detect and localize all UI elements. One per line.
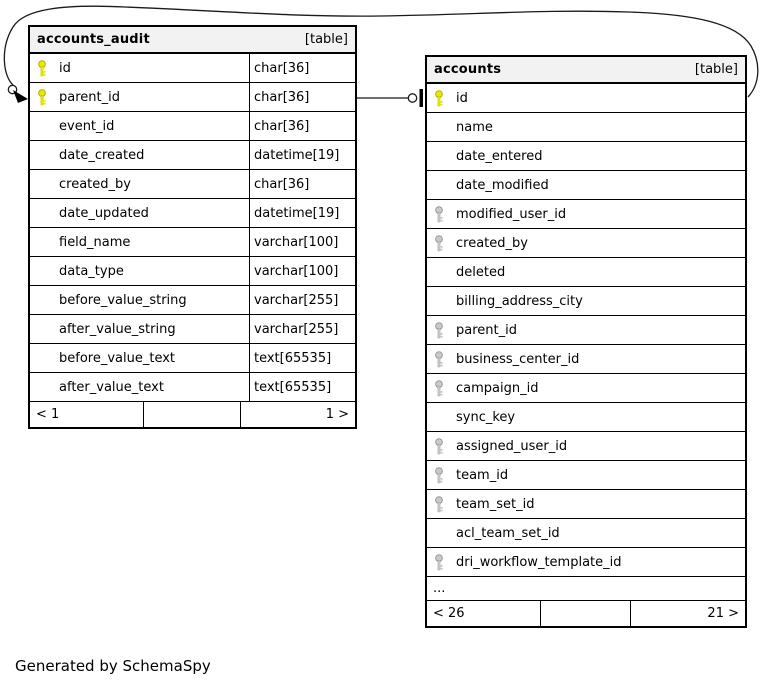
table-rows (30, 54, 355, 402)
column-name-cell (30, 315, 250, 343)
table-row (30, 286, 355, 315)
column-name: team_set_id (456, 496, 535, 512)
key-icon-slot (434, 438, 448, 455)
table-row (427, 200, 745, 229)
key-icon-slot (434, 496, 448, 513)
table-footer (427, 601, 745, 626)
column-name: date_entered (456, 148, 543, 164)
foreign-key-icon (434, 322, 444, 339)
relationship-arrow (13, 90, 28, 103)
foreign-key-icon (434, 496, 444, 513)
column-name-cell (427, 374, 745, 402)
column-name: id (59, 60, 71, 76)
table-row (427, 171, 745, 200)
generator-credit: Generated by SchemaSpy (15, 657, 211, 675)
column-name-cell (427, 316, 745, 344)
table-row (427, 403, 745, 432)
column-name: deleted (456, 264, 506, 280)
column-name: parent_id (59, 89, 120, 105)
column-name: sync_key (456, 409, 516, 425)
column-name-cell (427, 519, 745, 547)
key-icon-slot (434, 351, 448, 368)
column-name: created_by (59, 176, 131, 192)
table-header[interactable] (30, 27, 355, 54)
column-name: business_center_id (456, 351, 580, 367)
column-name: modified_user_id (456, 206, 567, 222)
column-name: parent_id (456, 322, 517, 338)
footer-child-count: 1 > (325, 407, 349, 422)
column-name: before_value_string (59, 292, 187, 308)
column-name-cell (427, 548, 745, 576)
foreign-key-icon (434, 438, 444, 455)
table-row (427, 548, 745, 577)
foreign-key-icon (434, 235, 444, 252)
column-name-cell (30, 199, 250, 227)
column-name-cell (427, 490, 745, 518)
table-row (30, 344, 355, 373)
column-type: char[36] (254, 60, 310, 76)
column-name: team_id (456, 467, 509, 483)
column-type: varchar[255] (254, 292, 339, 308)
foreign-key-icon (434, 206, 444, 223)
key-icon-slot (434, 467, 448, 484)
primary-key-icon (37, 60, 47, 77)
column-name: name (456, 119, 493, 135)
ellipsis-row: ... (427, 577, 745, 601)
column-name: id (456, 90, 468, 106)
table-row (427, 432, 745, 461)
foreign-key-icon (434, 380, 444, 397)
column-name: dri_workflow_template_id (456, 554, 622, 570)
table-type-badge: [table] (694, 62, 738, 77)
table-row (30, 54, 355, 83)
column-type: varchar[100] (254, 234, 339, 250)
table-name: accounts (434, 62, 502, 77)
column-name-cell (30, 228, 250, 256)
table-row (30, 315, 355, 344)
key-icon-slot (37, 60, 51, 77)
key-icon-slot (434, 322, 448, 339)
column-type: datetime[19] (254, 205, 340, 221)
relationship-one-bar (420, 89, 424, 107)
column-name-cell (30, 112, 250, 140)
table-rows (427, 84, 745, 577)
column-name-cell (427, 142, 745, 170)
column-name: before_value_text (59, 350, 176, 366)
key-icon-slot (434, 380, 448, 397)
column-type: char[36] (254, 89, 310, 105)
relationship-zero-circle-right (408, 94, 416, 102)
table-row (427, 229, 745, 258)
footer-middle-cell (541, 601, 631, 626)
column-name-cell (30, 286, 250, 314)
table-row (30, 199, 355, 228)
column-name-cell (427, 200, 745, 228)
column-type: text[65535] (254, 379, 332, 395)
primary-key-icon (37, 89, 47, 106)
column-name: after_value_text (59, 379, 164, 395)
column-name-cell (30, 373, 250, 401)
column-name-cell (427, 84, 745, 112)
key-icon-slot (434, 90, 448, 107)
column-name: billing_address_city (456, 293, 583, 309)
table-row (427, 461, 745, 490)
table-row (30, 373, 355, 402)
column-name: acl_team_set_id (456, 525, 560, 541)
column-name-cell (427, 229, 745, 257)
table-row (30, 228, 355, 257)
table-row (427, 258, 745, 287)
column-name-cell (427, 403, 745, 431)
table-row (30, 141, 355, 170)
key-icon-slot (434, 206, 448, 223)
table-name: accounts_audit (37, 32, 150, 47)
column-name: event_id (59, 118, 115, 134)
footer-child-count: 21 > (707, 606, 739, 621)
footer-parent-count: < 1 (30, 402, 144, 427)
primary-key-icon (434, 90, 444, 107)
table-row (30, 257, 355, 286)
column-name: data_type (59, 263, 124, 279)
column-type: text[65535] (254, 350, 332, 366)
column-name-cell (427, 461, 745, 489)
table-row (30, 170, 355, 199)
column-name: assigned_user_id (456, 438, 568, 454)
column-name-cell (30, 141, 250, 169)
column-name: after_value_string (59, 321, 176, 337)
column-type: char[36] (254, 118, 310, 134)
table-accounts[interactable] (425, 55, 747, 628)
foreign-key-icon (434, 351, 444, 368)
table-row (30, 112, 355, 141)
column-name: created_by (456, 235, 528, 251)
column-name: date_created (59, 147, 145, 163)
key-icon-slot (434, 235, 448, 252)
foreign-key-icon (434, 554, 444, 571)
table-row (427, 345, 745, 374)
table-row (30, 83, 355, 112)
column-name: campaign_id (456, 380, 539, 396)
table-header[interactable] (427, 57, 745, 84)
column-type: varchar[255] (254, 321, 339, 337)
column-name-cell (30, 83, 250, 111)
table-row (427, 113, 745, 142)
foreign-key-icon (434, 467, 444, 484)
column-name-cell (30, 170, 250, 198)
column-name: date_modified (456, 177, 549, 193)
column-name-cell (427, 345, 745, 373)
table-row (427, 374, 745, 403)
column-name-cell (30, 257, 250, 285)
column-name-cell (427, 258, 745, 286)
column-name: field_name (59, 234, 131, 250)
column-name-cell (427, 287, 745, 315)
column-name-cell (427, 171, 745, 199)
table-row (427, 519, 745, 548)
table-row (427, 84, 745, 113)
column-name-cell (30, 344, 250, 372)
key-icon-slot (434, 554, 448, 571)
table-row (427, 142, 745, 171)
column-name-cell (427, 113, 745, 141)
table-accounts-audit[interactable] (28, 25, 357, 429)
relationship-zero-circle-left (8, 85, 16, 93)
table-type-badge: [table] (304, 32, 348, 47)
column-name-cell (427, 432, 745, 460)
column-type: varchar[100] (254, 263, 339, 279)
column-name-cell (30, 54, 250, 82)
column-name: date_updated (59, 205, 149, 221)
footer-middle-cell (144, 402, 241, 427)
table-footer (30, 402, 355, 427)
column-type: char[36] (254, 176, 310, 192)
table-row (427, 490, 745, 519)
column-type: datetime[19] (254, 147, 340, 163)
footer-parent-count: < 26 (427, 601, 541, 626)
key-icon-slot (37, 89, 51, 106)
table-row (427, 316, 745, 345)
table-row (427, 287, 745, 316)
